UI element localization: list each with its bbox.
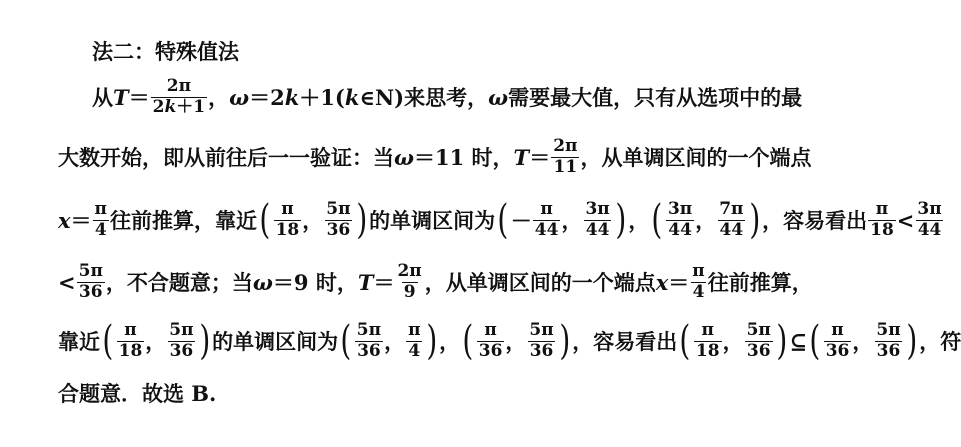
numerator: 5π [746, 320, 771, 340]
text: ， [439, 329, 461, 355]
text: 大数开始，即从前往后一一验证：当 [58, 145, 394, 171]
interval [257, 197, 369, 244]
text: ＝ [529, 145, 551, 171]
text: ，从单调区间的一个端点 [424, 270, 656, 296]
left-paren: ( [809, 318, 821, 365]
var-k: k [284, 84, 300, 110]
text: ＝ [128, 85, 150, 111]
numerator: 3π [585, 199, 610, 219]
var-k: k [164, 96, 177, 117]
numerator: 5π [876, 320, 901, 340]
fraction [77, 262, 105, 302]
heading-text: 法二：特殊值法 [92, 39, 239, 64]
numerator: 2π [553, 136, 578, 156]
less-than: < [896, 207, 915, 233]
var-omega: ω [252, 269, 273, 295]
denominator: 36 [746, 340, 771, 361]
denominator: 36 [357, 340, 381, 361]
left-paren: ( [497, 197, 509, 244]
var-T: T [357, 269, 374, 295]
numerator: 5π [78, 261, 103, 281]
separator: ， [384, 329, 406, 355]
text: ， [628, 208, 650, 234]
var-x: x [58, 207, 71, 233]
numerator: π [831, 320, 844, 340]
fraction [527, 321, 555, 361]
text: ，不合题意；当 [105, 270, 253, 296]
text: ＝2 [249, 85, 285, 111]
fraction [406, 321, 422, 361]
fraction [915, 200, 943, 240]
interval [495, 197, 628, 244]
text: ∈N)来思考， [359, 85, 489, 111]
solution-line-2 [92, 77, 802, 117]
numerator: π [692, 261, 705, 281]
numerator: 2π [397, 261, 422, 281]
interval [338, 318, 439, 365]
var-omega: ω [488, 84, 509, 110]
separator: ， [852, 329, 874, 355]
fraction [395, 262, 423, 302]
conclusion-text: 合题意．故选 B. [58, 381, 217, 406]
text: 往前推算， [707, 270, 813, 296]
fraction [694, 321, 722, 361]
fraction [324, 200, 352, 240]
numerator: π [124, 320, 137, 340]
right-paren: ) [198, 318, 210, 365]
numerator: π [408, 320, 421, 340]
right-paren: ) [355, 197, 367, 244]
left-paren: ( [462, 318, 474, 365]
numerator: π [540, 199, 553, 219]
denominator: 18 [870, 219, 894, 240]
fraction [355, 321, 383, 361]
solution-line-4 [58, 197, 945, 244]
var-omega: ω [229, 84, 250, 110]
subset-symbol: ⊆ [789, 328, 808, 354]
denominator: 4 [692, 281, 705, 302]
text: 的单调区间为 [212, 329, 339, 355]
text: ，容易看出 [762, 208, 868, 234]
right-paren: ) [776, 318, 788, 365]
text: ＝ [373, 270, 395, 296]
fraction [274, 200, 302, 240]
text: ＝11 时， [414, 145, 514, 171]
fraction [874, 321, 902, 361]
separator: ， [505, 329, 527, 355]
left-paren: ( [340, 318, 352, 365]
text: ＋1( [299, 85, 345, 111]
numerator: π [281, 199, 294, 219]
denominator: 36 [529, 340, 554, 361]
text: 往前推算，靠近 [109, 208, 257, 234]
fraction [583, 200, 611, 240]
numerator: 7π [719, 199, 744, 219]
numerator: 5π [356, 320, 382, 340]
separator: ， [695, 208, 717, 234]
denominator: 44 [534, 219, 559, 240]
interval [100, 318, 212, 365]
denominator: 4 [94, 219, 107, 240]
text: ＝ [70, 208, 92, 234]
numerator: 5π [529, 320, 554, 340]
denominator: 9 [403, 281, 416, 302]
denominator: 44 [917, 219, 942, 240]
fraction [745, 321, 773, 361]
fraction [167, 321, 195, 361]
denominator: 18 [118, 340, 143, 361]
den-part: ＋1 [176, 96, 206, 117]
left-paren: ( [102, 318, 114, 365]
fraction [477, 321, 505, 361]
solution-line-6 [58, 318, 961, 365]
var-omega: ω [394, 144, 414, 170]
numerator: π [484, 320, 497, 340]
right-paren: ) [615, 197, 626, 244]
var-k: k [344, 84, 360, 110]
denominator: 36 [478, 340, 503, 361]
interval [649, 197, 762, 244]
denominator: 36 [326, 219, 351, 240]
left-paren: ( [679, 318, 691, 365]
left-paren: ( [651, 197, 663, 244]
denominator: 44 [585, 219, 610, 240]
numerator: 3π [917, 199, 942, 219]
text: 从 [92, 85, 113, 111]
less-than: < [58, 269, 76, 295]
numerator: π [875, 199, 889, 219]
fraction [551, 137, 579, 177]
numerator: 2π [166, 76, 192, 96]
var-x: x [655, 269, 669, 295]
denominator: 18 [695, 340, 720, 361]
var-T: T [513, 144, 530, 170]
denominator: 11 [553, 156, 578, 177]
solution-line-3 [58, 137, 811, 177]
den-part: 2 [152, 96, 165, 117]
numerator: π [94, 199, 107, 219]
denominator: 4 [408, 340, 421, 361]
denominator: 44 [719, 219, 744, 240]
denominator: 36 [825, 340, 850, 361]
text: ，容易看出 [572, 329, 678, 355]
denominator: 18 [275, 219, 300, 240]
fraction [533, 200, 561, 240]
interval [460, 318, 572, 365]
separator: ， [302, 208, 324, 234]
fraction-period [151, 77, 207, 117]
right-paren: ) [905, 318, 917, 365]
text: ＝9 时， [272, 270, 358, 296]
text: 需要最大值，只有从选项中的最 [508, 85, 803, 111]
solution-line-7 [58, 378, 216, 408]
text: ， [208, 85, 230, 111]
var-T: T [113, 84, 129, 110]
right-paren: ) [425, 318, 437, 365]
fraction [117, 321, 145, 361]
separator: ， [561, 208, 583, 234]
text: 的单调区间为 [369, 208, 496, 234]
denominator: 36 [78, 281, 103, 302]
fraction [690, 262, 706, 302]
text: ，符 [919, 329, 961, 355]
denominator: 44 [668, 219, 692, 240]
right-paren: ) [748, 197, 760, 244]
denominator [151, 97, 207, 118]
fraction [868, 200, 896, 240]
fraction [717, 200, 745, 240]
method-heading [92, 36, 239, 66]
interval [677, 318, 789, 365]
numerator: 5π [169, 320, 194, 340]
right-paren: ) [559, 318, 570, 365]
text: 靠近 [58, 329, 100, 355]
denominator: 36 [876, 340, 901, 361]
numerator: 3π [667, 199, 693, 219]
fraction [93, 200, 109, 240]
text: ，从单调区间的一个端点 [580, 145, 812, 171]
solution-line-5 [58, 262, 813, 302]
left-paren: ( [259, 197, 271, 244]
minus-sign: － [510, 208, 532, 234]
separator: ， [145, 329, 167, 355]
fraction [824, 321, 852, 361]
text: ＝ [668, 270, 690, 296]
numerator: 5π [326, 199, 351, 219]
fraction [666, 200, 694, 240]
separator: ， [722, 329, 744, 355]
interval [807, 318, 919, 365]
numerator: π [701, 320, 714, 340]
denominator: 36 [169, 340, 194, 361]
